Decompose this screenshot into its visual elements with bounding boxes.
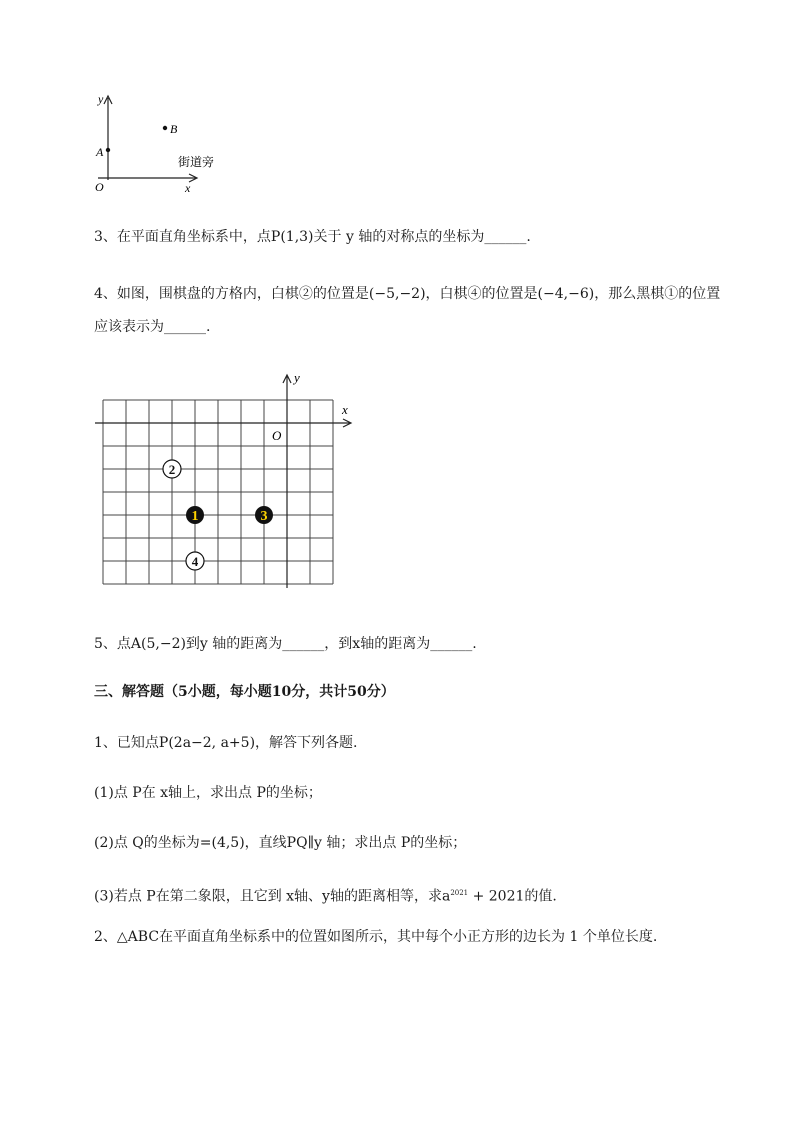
- board-x-label: x: [342, 402, 348, 417]
- problem-1-part2: (2)点 Q的坐标为=(4,5)，直线PQ∥y 轴；求出点 P的坐标；: [94, 835, 467, 851]
- x-axis-label: x: [185, 181, 191, 195]
- board-origin-label: O: [272, 428, 282, 443]
- go-board-figure: [90, 368, 360, 593]
- problem-1-intro: 1、已知点P(2a−2, a+5)，解答下列各题.: [94, 735, 358, 751]
- question-4-line1: 4、如图，围棋盘的方格内，白棋②的位置是(−5,−2)，白棋④的位置是(−4,−6)，那么黑棋①的位置: [94, 286, 721, 302]
- board-y-label: y: [294, 370, 300, 385]
- problem-1-part3-text: (3)若点 P在第二象限，且它到 x轴、y轴的距离相等，求a: [94, 888, 451, 905]
- point-a: [106, 148, 110, 152]
- problem-1-part1: (1)点 P在 x轴上，求出点 P的坐标；: [94, 785, 322, 801]
- black-stone-label: 3: [260, 509, 268, 524]
- question-4-line2: 应该表示为______.: [94, 319, 211, 335]
- problem-1-part3-tail: + 2021的值.: [468, 888, 557, 905]
- white-stone-label: 4: [191, 554, 199, 569]
- point-a-label: A: [96, 145, 104, 159]
- street-label: 街道旁: [178, 155, 215, 169]
- section-3-title: 三、解答题（5小题，每小题10分，共计50分）: [94, 684, 395, 700]
- y-axis-label: y: [98, 92, 104, 106]
- exponent: 2021: [450, 889, 469, 897]
- problem-1-part3: [94, 883, 557, 907]
- point-b: [163, 126, 167, 130]
- question-3: 3、在平面直角坐标系中，点P(1,3)关于 y 轴的对称点的坐标为______.: [94, 229, 531, 245]
- black-stone-label: 1: [191, 509, 199, 524]
- point-b-label: B: [170, 122, 178, 136]
- problem-2: 2、△ABC在平面直角坐标系中的位置如图所示，其中每个小正方形的边长为 1 个单位长度.: [94, 929, 658, 945]
- origin-label: O: [95, 180, 104, 194]
- street-coordinate-figure: [88, 88, 238, 198]
- question-5: 5、点A(5,−2)到y 轴的距离为______，到x轴的距离为______.: [94, 636, 477, 652]
- white-stone-label: 2: [168, 462, 176, 477]
